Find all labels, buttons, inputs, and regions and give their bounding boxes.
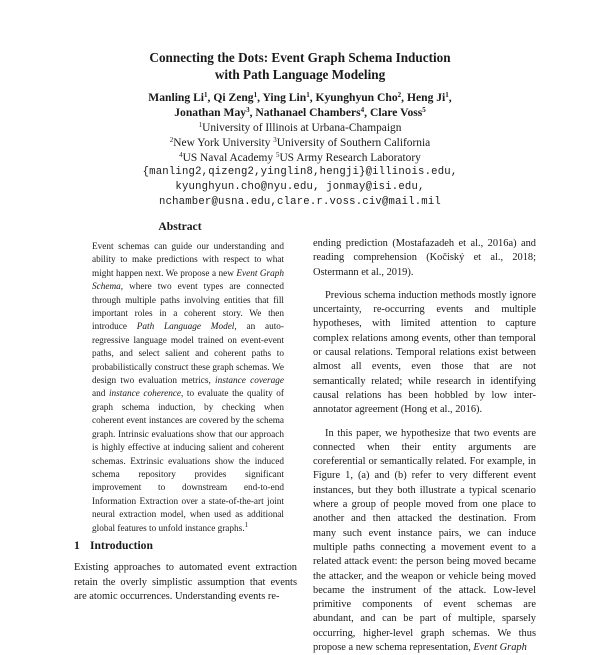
affiliation-mark: 3	[246, 106, 250, 114]
section-heading-introduction	[74, 539, 153, 552]
abstract-emphasis: Path Language Model	[136, 322, 235, 333]
intro-paragraph: Existing approaches to automated event extraction retain the overly simplistic assumption that events are atomic occurrences. Understanding events re-	[74, 562, 297, 603]
author-line-2: Jonathan May$^3$, Nathanael Chambers$^4$, Clare Voss$^5$	[174, 106, 426, 119]
section-number: 1	[74, 539, 80, 552]
right-column-paragraph-0: ending prediction (Mostafazadeh et al., 2016a) and reading comprehension (Kočiský et al., 2018; Ostermann et al., 2019).	[313, 238, 536, 278]
abstract-body	[92, 241, 284, 536]
paper-title-line-2: with Path Language Modeling	[214, 67, 386, 82]
affiliation-name: University of Illinois at Urbana-Champaign	[202, 122, 402, 134]
abstract-text: and	[92, 389, 109, 400]
email-line-1: {manling2,qizeng2,yinglin8,hengji}@illinois.edu,	[142, 166, 458, 178]
affiliation-name: University of Southern California	[276, 137, 431, 149]
author-line-1: Manling Li$^1$, Qi Zeng$^1$, Ying Lin$^1$, Kyunghyun Cho$^2$, Heng Ji$^1$,	[148, 91, 452, 104]
affiliation-mark: 1	[253, 91, 258, 99]
affiliation-line-2	[0, 136, 600, 150]
author-name: Manling Li	[148, 91, 205, 104]
affiliation-number: 4	[179, 151, 183, 159]
affiliation-number: 5	[275, 151, 280, 159]
affiliation-mark: 1	[204, 91, 208, 99]
author-name: Qi Zeng	[213, 91, 254, 104]
email-line-2: kyunghyun.cho@nyu.edu, jonmay@isi.edu,	[175, 181, 425, 193]
paragraph-text: In this paper, we hypothesize that two events are connected when their entity arguments are coreferential or semantically related. For example, in Figure 1, (a) and (b) refer to very different event instances, but they both illustrate a typical scenario where a group of people moved from one place to another and then attacked the destination. From many such event instance pairs, we can induce multiple paths connecting a movement event to a related attack event: the person being moved became the attacker, and the weapon or vehicle being moved became the instrument of the attack. Low-level primitive components of event schemas are abundant, and can be part of multiple, sparsely occurring, higher-level graph schemas. We thus propose a new schema representation,	[313, 427, 536, 654]
affiliation-mark: 1	[445, 91, 449, 99]
section-title: Introduction	[90, 539, 153, 552]
paper-title-line-1: Connecting the Dots: Event Graph Schema Induction	[149, 50, 451, 65]
abstract-paragraph	[92, 241, 284, 536]
paragraph-emphasis: Event Graph	[473, 642, 527, 654]
abstract-emphasis: Event Graph Schema	[92, 268, 284, 293]
abstract-heading: Abstract	[158, 220, 202, 233]
affiliation-number: 3	[273, 136, 277, 144]
affiliation-name: US Naval Academy	[182, 152, 274, 164]
right-column-paragraph-2	[313, 427, 536, 655]
abstract-text: , to evaluate the quality of graph schema induction, by checking when coherent event instances are covered by the schema graph. Intrinsic evaluations show that our approach is highly effective at inducing salient and coherent schemas. Extrinsic evaluations show the induced schema repository provides significant improvement to downstream end-to-end Information Extraction over a state-of-the-art joint neural extraction model, when used as additional global features to unfold instance graphs.	[92, 389, 284, 534]
affiliation-line-3	[0, 151, 600, 165]
affiliation-mark: 2	[397, 91, 402, 99]
author-name: Ying Lin	[262, 91, 307, 104]
affiliation-line-1	[0, 121, 600, 135]
author-name: Kyunghyun Cho	[315, 91, 398, 104]
abstract-emphasis: instance coverage	[215, 376, 284, 387]
author-name: Jonathan May	[174, 106, 247, 119]
affiliation-name: New York University	[173, 137, 271, 149]
abstract-emphasis: instance coherence	[108, 389, 182, 400]
right-column	[313, 237, 536, 655]
affiliation-name: US Army Research Laboratory	[279, 152, 421, 164]
introduction-body	[74, 561, 297, 605]
affiliation-mark: 4	[360, 106, 365, 114]
author-name: Heng Ji	[406, 91, 446, 104]
affiliation-number: 1	[198, 121, 203, 129]
email-line-3: nchamber@usna.edu,clare.r.voss.civ@mail.mil	[159, 196, 441, 208]
abstract-text: Event schemas can guide our understanding and ability to make predictions with respect to what might happen next. We propose a new	[92, 242, 284, 279]
abstract-text: , where two event types are connected through multiple paths involving entities that fill important roles in a coherent story. We then introduce	[92, 282, 284, 333]
footnote-mark: 1	[244, 520, 249, 529]
author-name: Nathanael Chambers	[255, 106, 361, 119]
author-name: Clare Voss	[369, 106, 423, 119]
right-column-paragraph-1: Previous schema induction methods mostly ignore uncertainty, re-occurring events and multiple hypotheses, with limited attention to capture complex relations among events, other than temporal or causal relations. Temporal relations exist between almost all events, even those that are not semantically related; while research in identifying causal relations has been hobbled by low inter-annotator agreement (Hong et al., 2016).	[313, 289, 536, 416]
affiliation-number: 2	[169, 136, 174, 144]
affiliation-mark: 1	[306, 91, 310, 99]
abstract-text: , an auto-regressive language model trained on event-event paths, and select salient and coherent paths to probabilistically construct these graph schemas. We design two evaluation metrics,	[92, 322, 284, 387]
affiliation-mark: 5	[422, 106, 426, 114]
